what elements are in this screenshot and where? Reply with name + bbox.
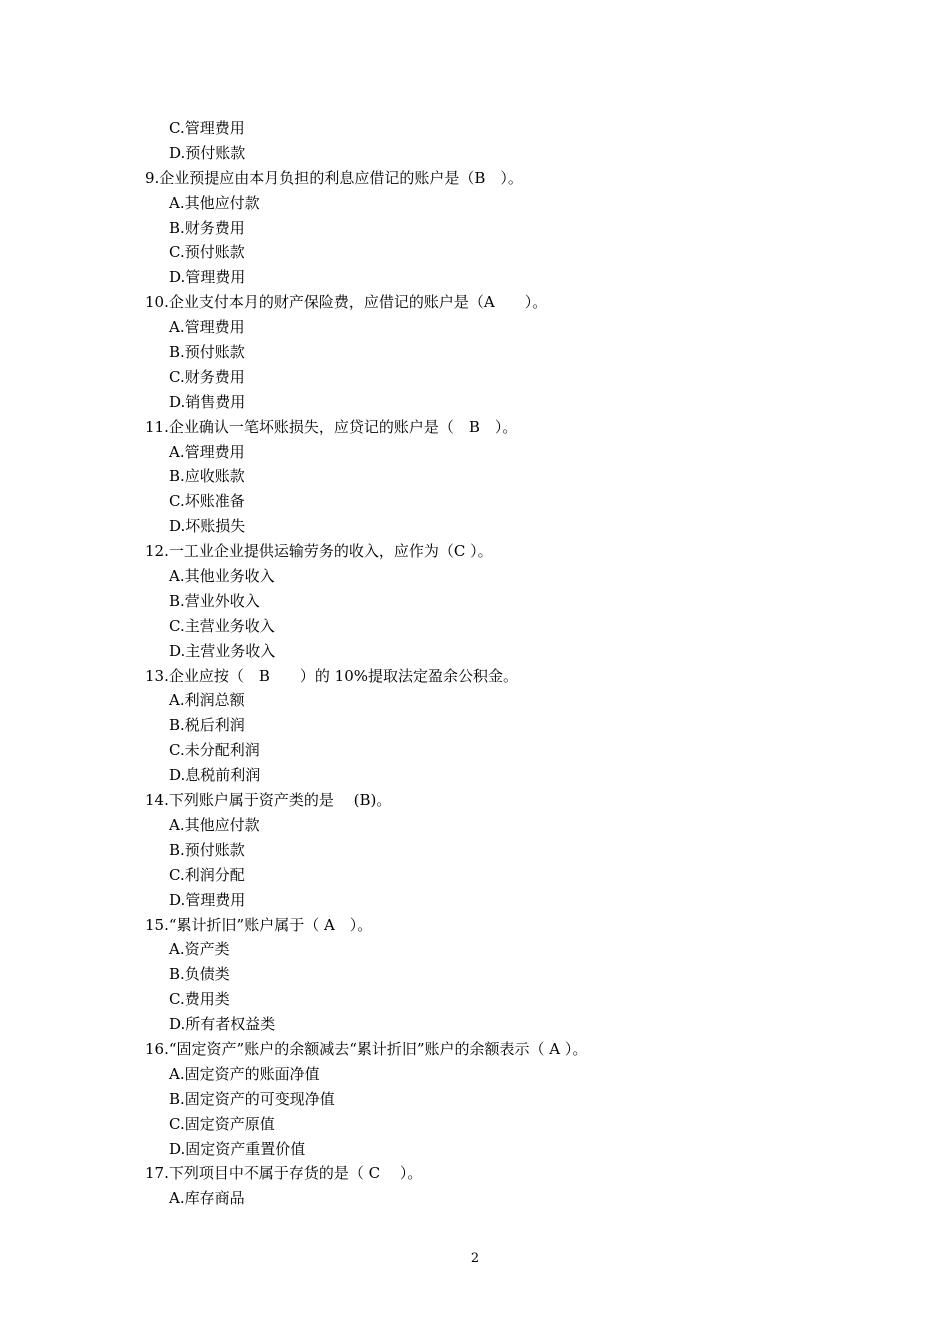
page-number: 2	[470, 1251, 480, 1266]
question-text: 9.企业预提应由本月负担的利息应借记的账户是（B ）。	[145, 168, 523, 187]
question-text: 13.企业应按（ B ）的 10%提取法定盈余公积金。	[145, 666, 518, 685]
answer-option: B.负债类	[169, 965, 230, 984]
question-text: 14.下列账户属于资产类的是 (B)。	[145, 791, 392, 810]
question-list	[145, 116, 845, 1211]
answer-option: D.坏账损失	[169, 517, 246, 536]
answer-option: C.利润分配	[169, 865, 245, 884]
answer-option: D.固定资产重置价值	[169, 1139, 306, 1158]
answer-option: B.应收账款	[169, 467, 245, 486]
question-text: 10.企业支付本月的财产保险费，应借记的账户是（A ）。	[145, 293, 548, 312]
answer-option: D.所有者权益类	[169, 1015, 276, 1034]
answer-option: C.财务费用	[169, 367, 245, 386]
answer-option: A.固定资产的账面净值	[169, 1064, 320, 1083]
answer-option: C.费用类	[169, 990, 230, 1009]
question-text: 16.“固定资产”账户的余额减去“累计折旧”账户的余额表示（ A ）。	[145, 1039, 588, 1058]
answer-option: D.管理费用	[169, 890, 246, 909]
answer-option: D.管理费用	[169, 268, 246, 287]
question-text: 12.一工业企业提供运输劳务的收入，应作为（C ）。	[145, 542, 493, 561]
answer-option: B.预付账款	[169, 343, 245, 362]
question-text: 17.下列项目中不属于存货的是（ C ）。	[145, 1164, 423, 1183]
answer-option: A.利润总额	[169, 691, 245, 710]
answer-option: B.营业外收入	[169, 591, 260, 610]
answer-option: D.息税前利润	[169, 766, 261, 785]
answer-option: A.管理费用	[169, 318, 245, 337]
answer-option: D.主营业务收入	[169, 641, 276, 660]
answer-option: A.其他应付款	[169, 193, 260, 212]
answer-option: B.税后利润	[169, 716, 245, 735]
answer-option: B.预付账款	[169, 840, 245, 859]
answer-option: B.财务费用	[169, 218, 245, 237]
question-text: 11.企业确认一笔坏账损失，应贷记的账户是（ B ）。	[145, 417, 518, 436]
question-text: 15.“累计折旧”账户属于（ A ）。	[145, 915, 373, 934]
answer-option: A.库存商品	[169, 1189, 245, 1208]
answer-option: C.预付账款	[169, 243, 245, 262]
answer-option: D.销售费用	[169, 392, 246, 411]
answer-option: B.固定资产的可变现净值	[169, 1089, 335, 1108]
answer-option: C.管理费用	[169, 119, 245, 137]
answer-option: C.未分配利润	[169, 741, 260, 760]
answer-option: D.预付账款	[169, 143, 246, 162]
answer-option: A.资产类	[169, 940, 230, 959]
answer-option: A.其他业务收入	[169, 567, 275, 586]
answer-option: A.管理费用	[169, 442, 245, 461]
answer-option: C.主营业务收入	[169, 616, 275, 635]
answer-option: C.固定资产原值	[169, 1114, 275, 1133]
answer-option: C.坏账准备	[169, 492, 245, 511]
answer-option: A.其他应付款	[169, 815, 260, 834]
